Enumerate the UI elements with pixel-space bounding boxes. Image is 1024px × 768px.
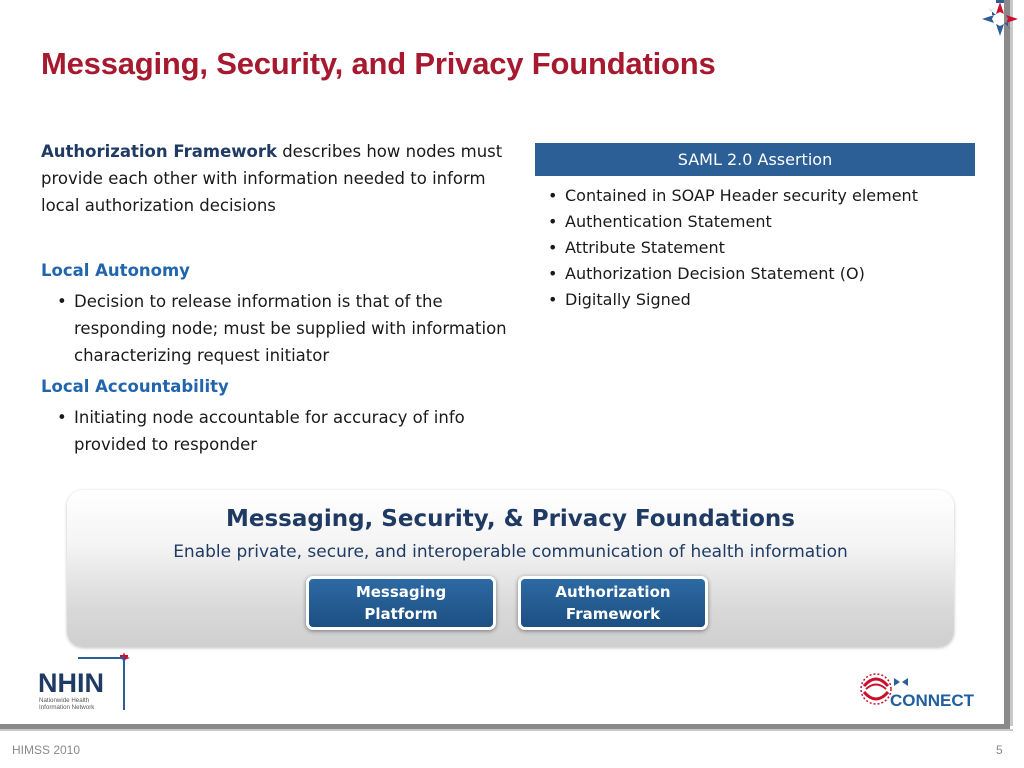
saml-header: SAML 2.0 Assertion (535, 143, 975, 176)
nhin-tagline-2: Information Network (39, 704, 95, 711)
saml-item: • Authentication Statement (535, 209, 975, 235)
panel-subtitle: Enable private, secure, and interoperable communication of health information (173, 542, 848, 562)
panel-title: Messaging, Security, & Privacy Foundations (225, 506, 795, 532)
left-column (41, 138, 521, 458)
saml-item: • Attribute Statement (535, 235, 975, 261)
local-autonomy-bullets (41, 288, 521, 369)
intro-strong-term: Authorization Framework (41, 142, 277, 161)
connect-logo (856, 668, 988, 712)
intro-text: describes how nodes must provide each other with information needed to inform local authorization decisions (41, 142, 503, 215)
frame-bottom-highlight (0, 729, 1013, 731)
saml-item: • Contained in SOAP Header security element (535, 183, 975, 209)
nhin-logo (38, 652, 133, 714)
authorization-framework-button[interactable]: Authorization Framework (518, 576, 708, 630)
saml-item: • Authorization Decision Statement (O) (535, 261, 975, 287)
section-heading-local-accountability: Local Accountability (41, 377, 229, 396)
foundations-panel (67, 490, 954, 647)
nhin-logo-text: NHIN (38, 668, 104, 698)
bullet-item: • Decision to release information is that of the responding node; must be supplied with information characterizing request initiator (41, 288, 521, 369)
slide-title: Messaging, Security, and Privacy Foundations (41, 46, 716, 81)
connect-logo-text: CONNECT (890, 691, 975, 710)
bullet-item: • Initiating node accountable for accuracy of info provided to responder (41, 404, 521, 458)
footer-event-label: HIMSS 2010 (12, 743, 81, 757)
frame-right-highlight (1010, 0, 1013, 726)
messaging-platform-button[interactable]: Messaging Platform (306, 576, 496, 630)
corner-star-logo-icon (976, 0, 1024, 44)
page-number: 5 (996, 743, 1003, 757)
saml-assertion-box (535, 143, 975, 313)
intro-paragraph (41, 138, 521, 219)
saml-item: • Digitally Signed (535, 287, 975, 313)
saml-item-list (535, 183, 975, 313)
local-accountability-bullets (41, 404, 521, 458)
nhin-tagline-1: Nationwide Health (39, 697, 90, 704)
section-heading-local-autonomy: Local Autonomy (41, 261, 190, 280)
